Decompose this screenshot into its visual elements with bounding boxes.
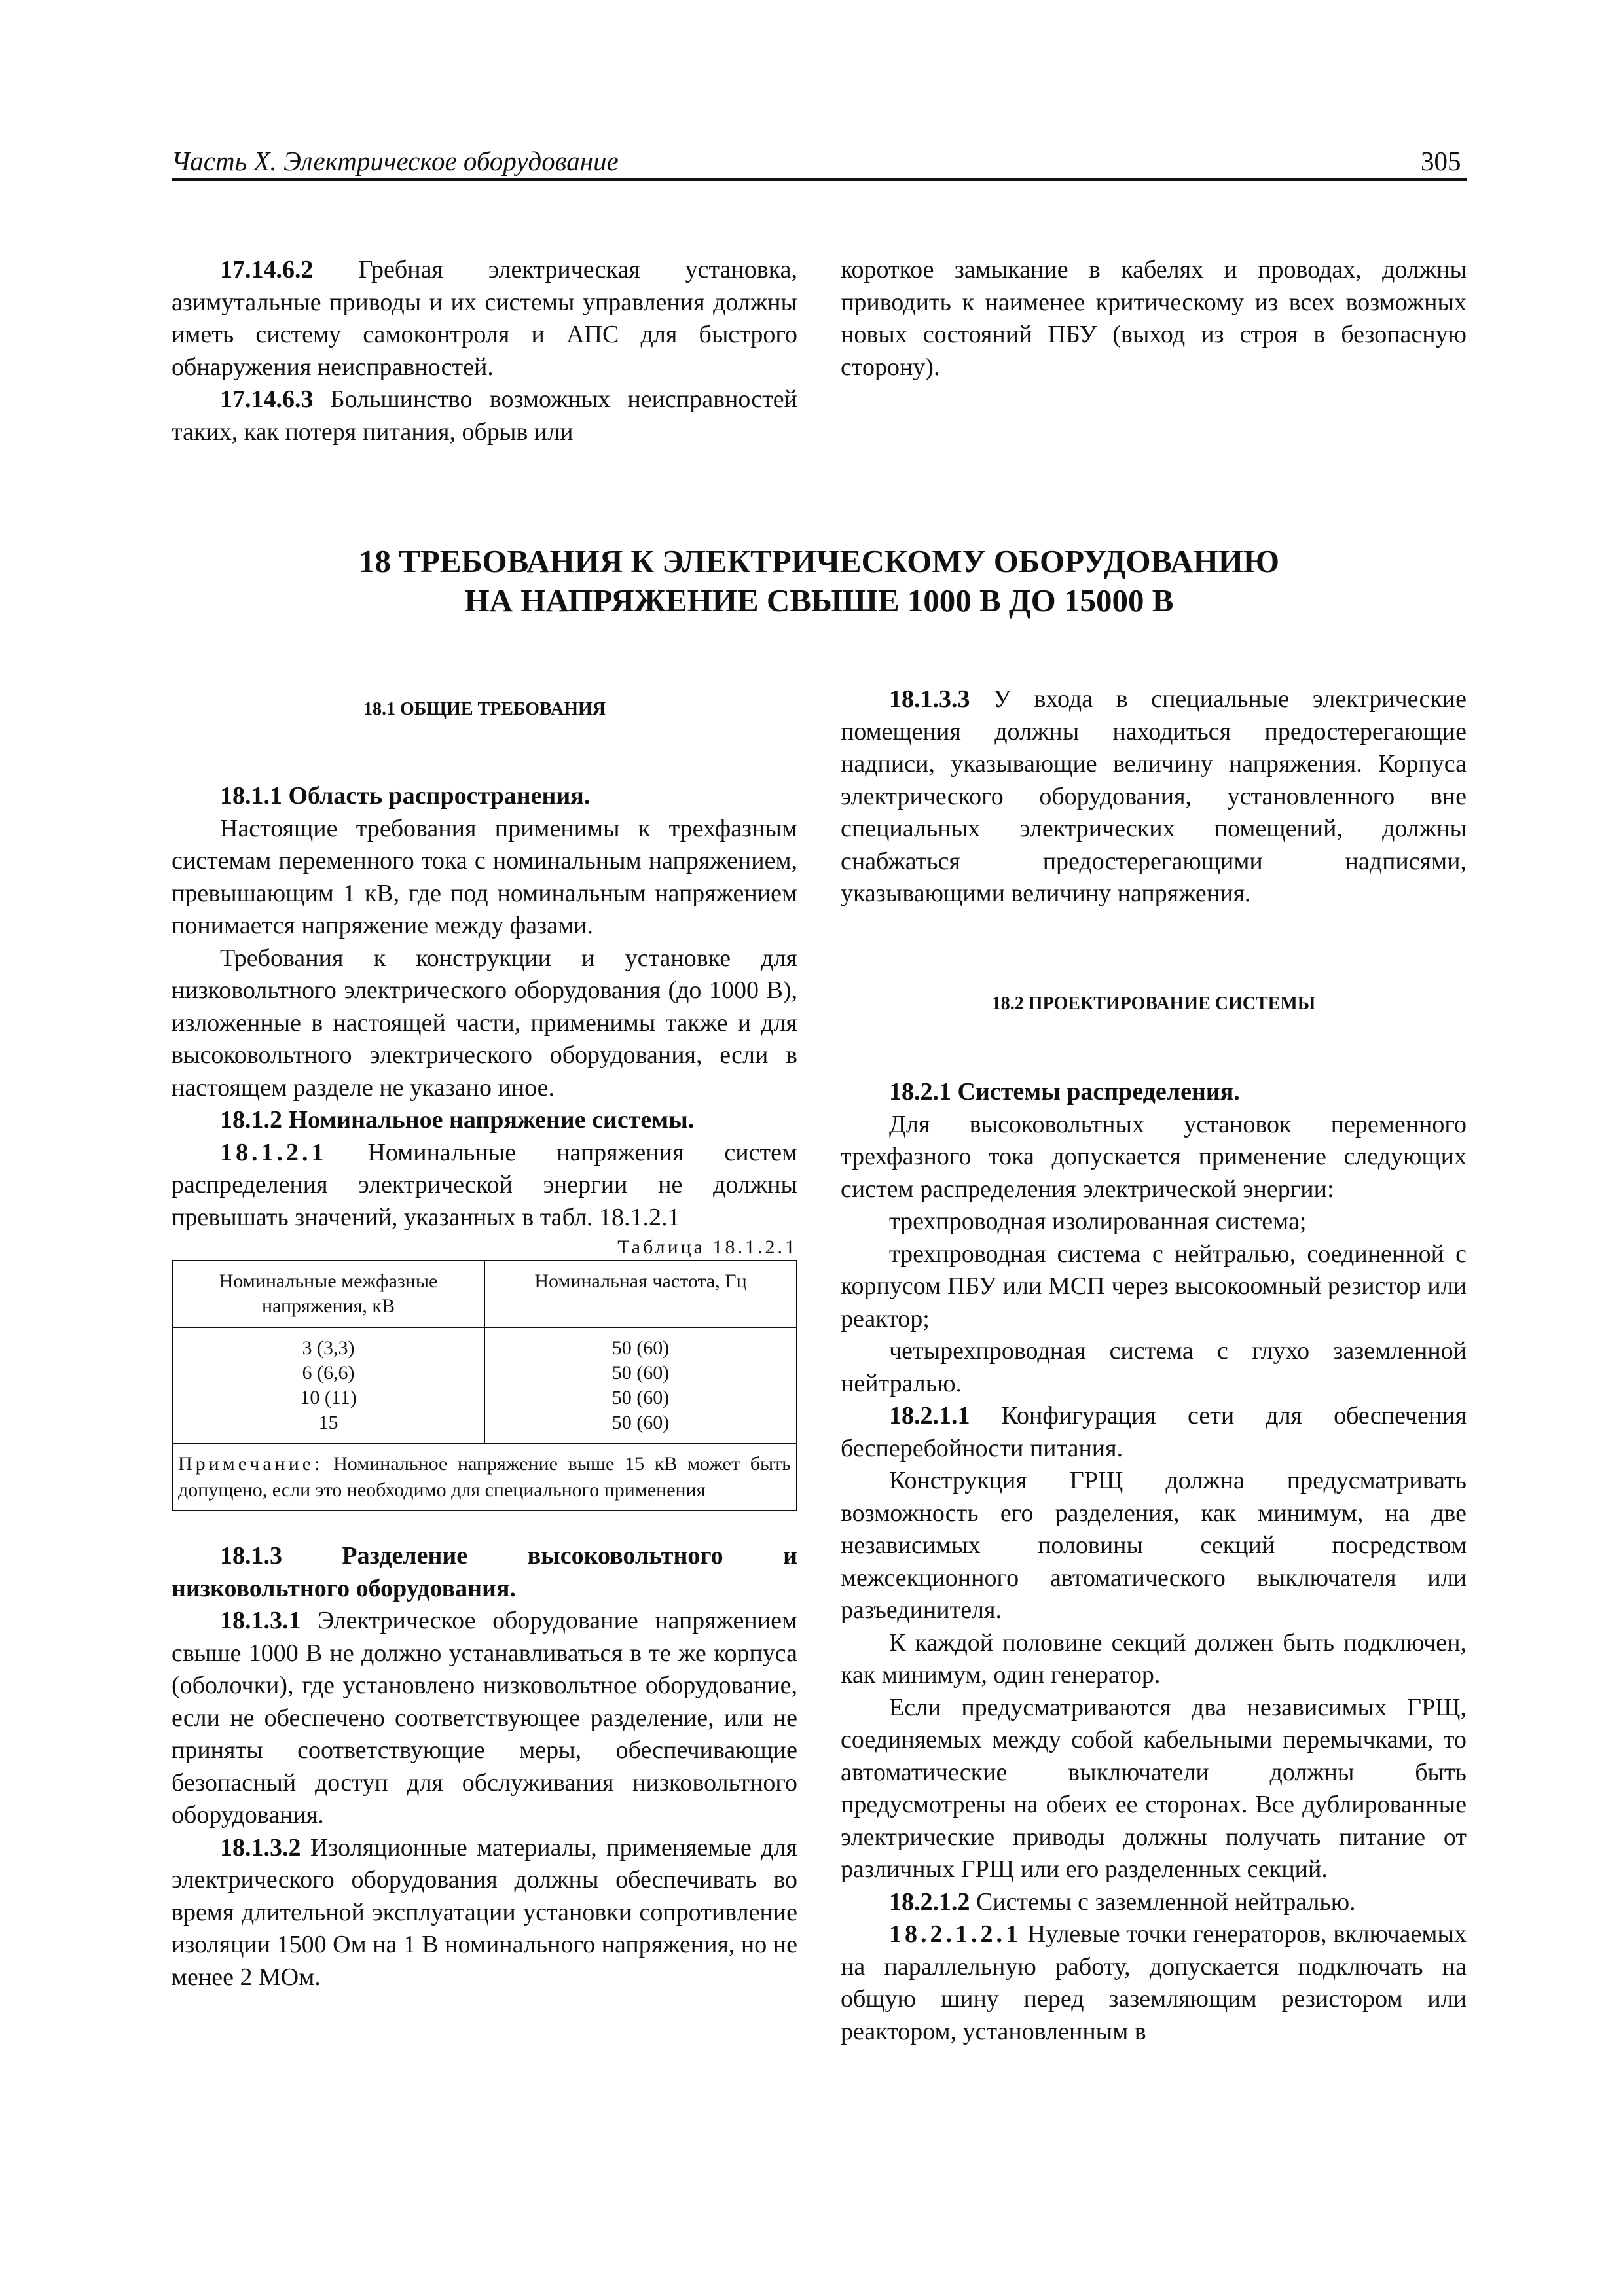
top-left-column: [172, 254, 797, 448]
top-right-column: [841, 254, 1467, 384]
chapter-heading-line1: 18 ТРЕБОВАНИЯ К ЭЛЕКТРИЧЕСКОМУ ОБОРУДОВАНИЮ: [358, 543, 1280, 579]
table-row: [172, 1327, 797, 1444]
table-header-voltage: Номинальные межфазные напряжения, кВ: [172, 1261, 484, 1327]
running-header-title: Часть X. Электрическое оборудование: [172, 146, 619, 176]
table-caption: Таблица 18.1.2.1: [617, 1236, 797, 1258]
paragraph-18-2-1-a: Для высоковольтных установок переменного трехфазного тока допускается применение следующих систем распределения электрической энергии:: [841, 1110, 1467, 1203]
note-label: Примечание:: [178, 1453, 323, 1475]
paragraph-text: Изоляционные материалы, применяемые для электрического оборудования должны обеспечивать во время длительной эксплуатации установки сопротивление изоляции 1500 Ом на 1 В номинального напряжения, но не менее 2 МОм.: [172, 1833, 797, 1991]
voltage-cell: 3 (3,3) 6 (6,6) 10 (11) 15: [172, 1327, 484, 1444]
paragraph-text: Системы с заземленной нейтралью.: [970, 1888, 1356, 1916]
paragraph-17-14-6-2: [172, 254, 797, 384]
paragraph-18-2-1-1-d: Если предусматриваются два независимых ГРЩ, соединяемых между собой кабельными перемычками, то автоматические выключатели должны быть предусмотрены на обеих ее сторонах. Все дублированные электрические приводы должны получать питание от различных ГРЩ или его разделенных секций.: [841, 1693, 1467, 1883]
paragraph-text: Номинальные напряжения систем распределения электрической энергии не должны превышать значений, указанных в табл. 18.1.2.1: [172, 1138, 797, 1231]
heading-18-2-1: 18.2.1 Системы распределения.: [889, 1078, 1240, 1105]
page-number: 305: [1421, 146, 1461, 176]
list-item: трехпроводная изолированная система;: [889, 1208, 1307, 1235]
table-header-frequency: Номинальная частота, Гц: [484, 1261, 797, 1327]
paragraph-18-1-1-a: Настоящие требования применимы к трехфазным системам переменного тока с номинальным напряжением, превышающим 1 кВ, где под номинальным напряжением понимается напряжение между фазами.: [172, 814, 797, 939]
heading-18-1-3: 18.1.3 Разделение высоковольтного и низковольтного оборудования.: [172, 1542, 797, 1602]
paragraph-text: Большинство возможных неисправностей таких, как потеря питания, обрыв или: [172, 386, 797, 446]
clause-number: 18.2.1.2.1: [889, 1920, 1021, 1948]
section-title-18-1: 18.1 ОБЩИЕ ТРЕБОВАНИЯ: [363, 699, 606, 719]
table-header-row: [172, 1261, 797, 1327]
paragraph-text: Гребная электрическая установка, азимутальные приводы и их системы управления должны иметь систему самоконтроля и АПС для быстрого обнаружения неисправностей.: [172, 256, 797, 381]
heading-18-1-1: 18.1.1 Область распространения.: [220, 782, 591, 810]
paragraph-18-2-1-2-1: [841, 1918, 1467, 2048]
note-text: Номинальное напряжение выше 15 кВ может быть допущено, если это необходимо для специального применения: [178, 1453, 791, 1501]
clause-number: 17.14.6.2: [220, 256, 314, 283]
list-item: четырехпроводная система с глухо заземленной нейтралью.: [841, 1337, 1467, 1397]
clause-number: 18.1.3.1: [220, 1607, 301, 1634]
paragraph-18-2-1-1: [841, 1400, 1467, 1465]
paragraph-18-1-2-1: [172, 1137, 797, 1234]
heading-18-1-2: 18.1.2 Номинальное напряжение системы.: [220, 1106, 695, 1134]
table-note: [172, 1444, 797, 1511]
right-column-top: [841, 683, 1467, 910]
paragraph-18-2-1-1-c: К каждой половине секций должен быть подключен, как минимум, один генератор.: [841, 1628, 1467, 1689]
paragraph-continuation: короткое замыкание в кабелях и проводах, должны приводить к наименее критическому из всех возможных новых состояний ПБУ (выход из строя в безопасную сторону).: [841, 256, 1467, 381]
paragraph-text: Электрическое оборудование напряжением свыше 1000 В не должно устанавливаться в те же корпуса (оболочки), где установлено низковольтное оборудование, если не обеспечено соответствующее разделение, или не приняты соответствующие меры, обеспечивающие безопасный доступ для обслуживания низковольтного оборудования.: [172, 1607, 797, 1829]
clause-number: 18.1.2.1: [220, 1138, 327, 1166]
header-rule: [172, 178, 1467, 181]
clause-number: 18.1.3.3: [889, 685, 970, 713]
clause-number: 18.2.1.2: [889, 1888, 970, 1916]
paragraph-18-1-1-b: Требования к конструкции и установке для низковольтного электрического оборудования (до 1000 В), изложенные в настоящей части, применимы также и для высоковольтного электрического оборудования, если в настоящем разделе не указано иное.: [172, 944, 797, 1102]
paragraph-18-2-1-2: [841, 1886, 1467, 1919]
chapter-heading-line2: НА НАПРЯЖЕНИЕ СВЫШЕ 1000 В ДО 15000 В: [464, 583, 1174, 619]
paragraph-18-1-3-1: [172, 1605, 797, 1832]
chapter-heading: [172, 542, 1467, 620]
paragraph-text: Конфигурация сети для обеспечения бесперебойности питания.: [841, 1402, 1467, 1462]
paragraph-18-1-3-2: [172, 1832, 797, 1994]
section-title-18-2: 18.2 ПРОЕКТИРОВАНИЕ СИСТЕМЫ: [991, 994, 1316, 1014]
voltage-table: [172, 1260, 797, 1511]
paragraph-17-14-6-3: [172, 384, 797, 448]
paragraph-18-1-3-3: [841, 683, 1467, 910]
list-item: трехпроводная система с нейтралью, соединенной с корпусом ПБУ или МСП через высокоомный резистор или реактор;: [841, 1240, 1467, 1333]
frequency-cell: 50 (60) 50 (60) 50 (60) 50 (60): [484, 1327, 797, 1444]
table-note-row: [172, 1444, 797, 1511]
clause-number: 18.1.3.2: [220, 1833, 301, 1861]
right-column: [841, 1076, 1467, 2048]
paragraph-text: У входа в специальные электрические помещения должны находиться предостерегающие надписи, указывающие величину напряжения. Корпуса электрического оборудования, установленного вне специальных электрических помещений, должны снабжаться предостерегающими надписями, указывающими величину напряжения.: [841, 685, 1467, 907]
clause-number: 17.14.6.3: [220, 386, 314, 413]
paragraph-18-2-1-1-b: Конструкция ГРЩ должна предусматривать возможность его разделения, как минимум, на две независимых половины секций посредством межсекционного автоматического выключателя или разъединителя.: [841, 1467, 1467, 1624]
clause-number: 18.2.1.1: [889, 1402, 970, 1429]
paragraph-text: Нулевые точки генераторов, включаемых на параллельную работу, допускается подключать на общую шину перед заземляющим резистором или реактором, установленным в: [841, 1920, 1467, 2045]
left-column: [172, 780, 797, 1994]
